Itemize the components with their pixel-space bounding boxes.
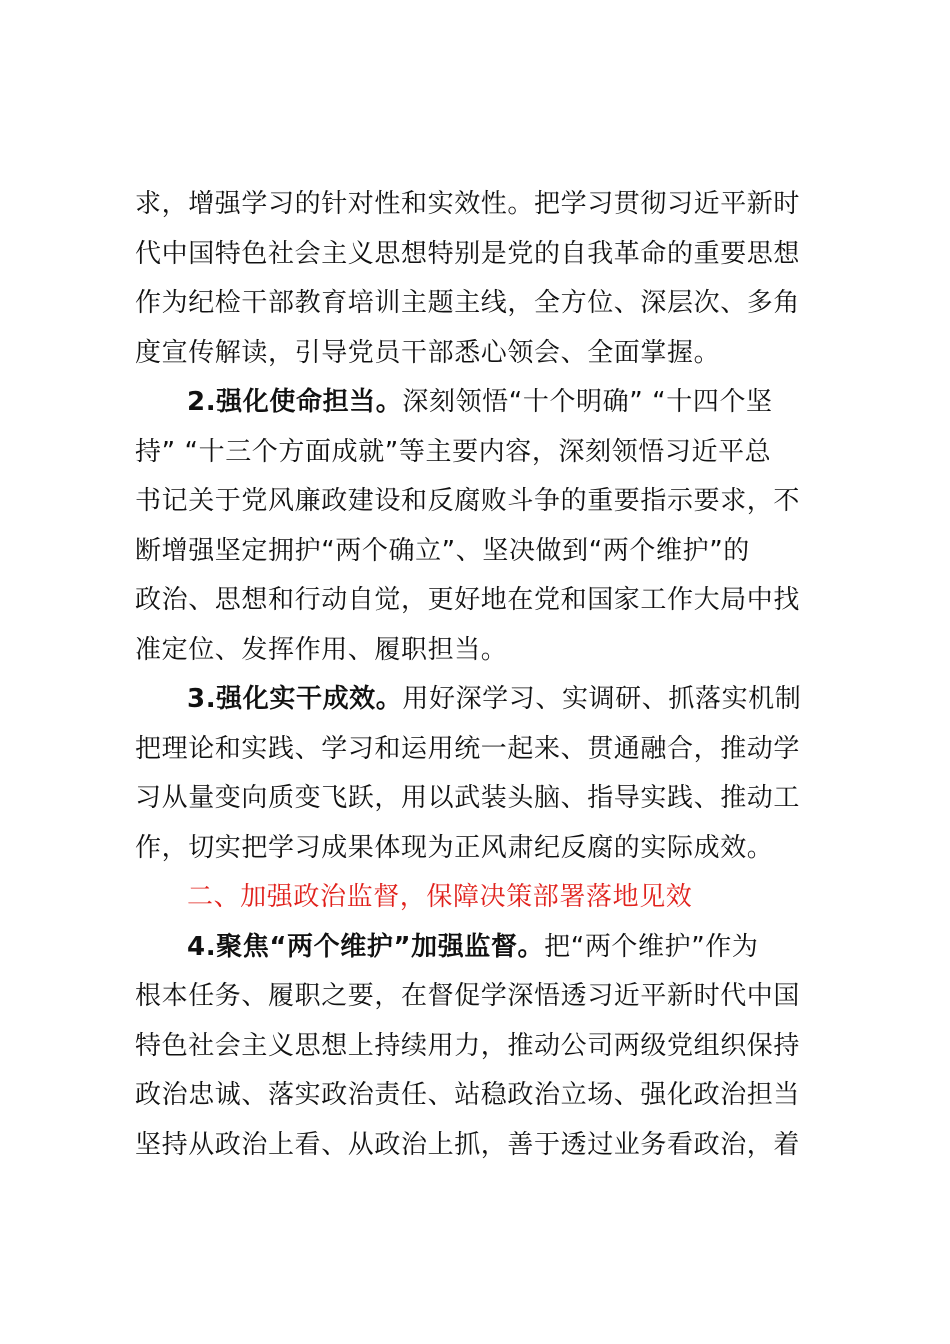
para1-line-4: 度宣传解读，引导党员干部悉心领会、全面掌握。: [135, 337, 721, 368]
para4-first-line-rest: 把“两个维护”作为: [544, 931, 759, 962]
para2-line-2: 持” “十三个方面成就”等主要内容，深刻领悟习近平总: [135, 436, 772, 467]
para3-first-line-rest: 用好深学习、实调研、抓落实机制: [402, 684, 802, 714]
para2-line-3: 书记关于党风廉政建设和反腐败斗争的重要指示要求，不: [135, 486, 801, 516]
para4-line-4: 政治忠诚、落实政治责任、站稳政治立场、强化政治担当: [135, 1080, 801, 1110]
para1-line-2: 代中国特色社会主义思想特别是党的自我革命的重要思想: [135, 238, 801, 269]
para2-line-5: 政治、思想和行动自觉，更好地在党和国家工作大局中找: [135, 585, 801, 615]
document-body: [135, 180, 835, 1170]
para2-first-line: [135, 378, 835, 428]
para3-first-line: [135, 675, 835, 725]
para2-line-4: 断增强坚定拥护“两个确立”、坚决做到“两个维护”的: [135, 535, 750, 566]
section-heading: 二、加强政治监督，保障决策部署落地见效: [187, 882, 693, 912]
para1-line-3: 作为纪检干部教育培训主题主线，全方位、深层次、多角: [135, 288, 801, 318]
para4-line-2: 根本任务、履职之要，在督促学深悟透习近平新时代中国: [135, 981, 801, 1011]
para3-heading: 3.强化实干成效。: [187, 684, 403, 714]
para2-line-6: 准定位、发挥作用、履职担当。: [135, 634, 508, 665]
para4-first-line: [135, 923, 835, 973]
para4-heading: 4.聚焦“两个维护”加强监督。: [187, 931, 545, 962]
para3-line-4: 作，切实把学习成果体现为正风肃纪反腐的实际成效。: [135, 832, 774, 863]
para3-line-2: 把理论和实践、学习和运用统一起来、贯通融合，推动学: [135, 733, 801, 764]
para4-line-5: 坚持从政治上看、从政治上抓，善于透过业务看政治，着: [135, 1129, 801, 1160]
para2-heading: 2.强化使命担当。: [187, 387, 403, 417]
para4-line-3: 特色社会主义思想上持续用力，推动公司两级党组织保持: [135, 1030, 801, 1061]
para3-line-3: 习从量变向质变飞跃，用以武装头脑、指导实践、推动工: [135, 783, 801, 813]
para1-line-1: 求，增强学习的针对性和实效性。把学习贯彻习近平新时: [135, 189, 801, 219]
para2-first-line-rest: 深刻领悟“十个明确” “十四个坚: [402, 387, 773, 417]
